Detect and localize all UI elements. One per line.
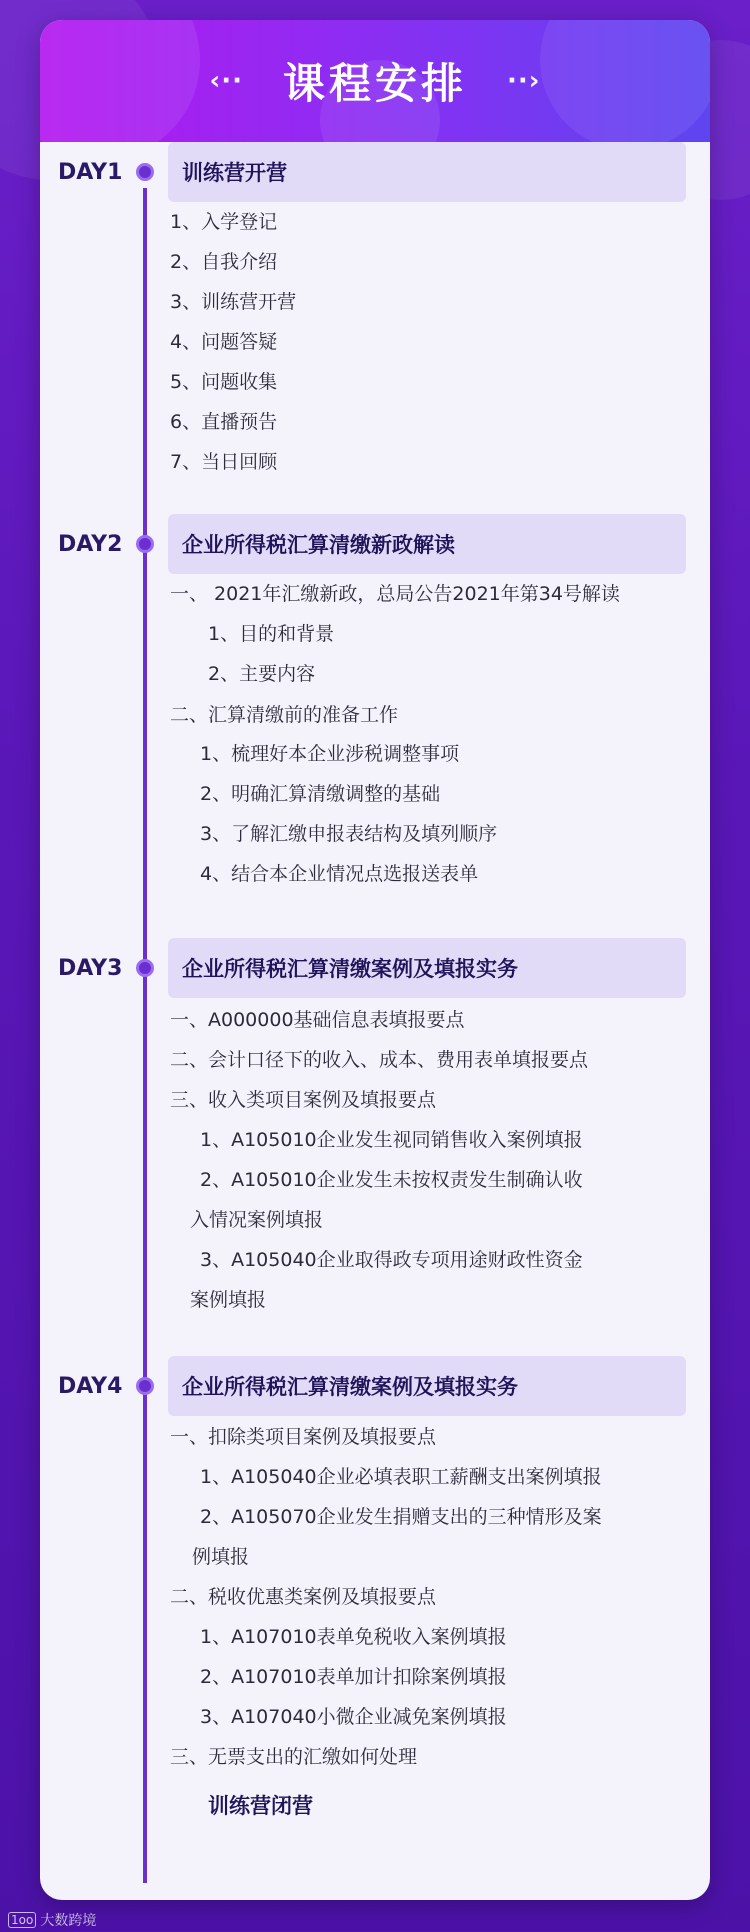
watermark-logo-icon: 1oo xyxy=(8,1912,36,1928)
timeline-dot xyxy=(136,163,154,181)
list-item: 2、A105010企业发生未按权责发生制确认收 xyxy=(200,1169,583,1191)
list-item: 5、问题收集 xyxy=(170,371,278,393)
list-item: 1、A107010表单免税收入案例填报 xyxy=(200,1626,507,1648)
list-item: 2、A105070企业发生捐赠支出的三种情形及案 xyxy=(200,1506,602,1528)
list-item: 2、A107010表单加计扣除案例填报 xyxy=(200,1666,507,1688)
closing-heading: 训练营闭营 xyxy=(208,1794,313,1818)
list-item: 7、当日回顾 xyxy=(170,451,278,473)
list-item: 4、结合本企业情况点选报送表单 xyxy=(200,863,479,885)
timeline-line xyxy=(143,188,147,1883)
list-item: 1、目的和背景 xyxy=(208,623,335,645)
list-item: 案例填报 xyxy=(190,1289,267,1311)
watermark-text: 大数跨境 xyxy=(40,1913,97,1929)
list-item: 4、问题答疑 xyxy=(170,331,278,353)
list-item: 一、A000000基础信息表填报要点 xyxy=(170,1009,465,1031)
schedule-card xyxy=(40,20,710,1900)
list-item: 1、A105040企业必填表职工薪酬支出案例填报 xyxy=(200,1466,602,1488)
header-banner xyxy=(40,20,710,142)
timeline-dot xyxy=(136,535,154,553)
day-heading: 训练营开营 xyxy=(168,142,686,202)
day-label: DAY3 xyxy=(58,956,123,981)
list-item: 2、明确汇算清缴调整的基础 xyxy=(200,783,441,805)
right-chevron-icon: ··› xyxy=(507,66,541,96)
list-item: 3、了解汇缴申报表结构及填列顺序 xyxy=(200,823,498,845)
header-title-row xyxy=(40,20,710,142)
list-item: 2、自我介绍 xyxy=(170,251,278,273)
list-item: 入情况案例填报 xyxy=(190,1209,324,1231)
list-item: 2、主要内容 xyxy=(208,663,316,685)
timeline-dot xyxy=(136,1377,154,1395)
day-label: DAY2 xyxy=(58,532,123,557)
list-item: 1、入学登记 xyxy=(170,211,278,233)
watermark xyxy=(8,1910,96,1930)
list-item: 二、会计口径下的收入、成本、费用表单填报要点 xyxy=(170,1049,589,1071)
day-label: DAY4 xyxy=(58,1374,123,1399)
list-item: 1、梳理好本企业涉税调整事项 xyxy=(200,743,460,765)
list-item: 例填报 xyxy=(192,1546,250,1568)
timeline-dot xyxy=(136,959,154,977)
list-item: 3、A107040小微企业减免案例填报 xyxy=(200,1706,507,1728)
day-heading: 企业所得税汇算清缴案例及填报实务 xyxy=(168,1356,686,1416)
page-title: 课程安排 xyxy=(282,59,467,108)
list-item: 1、A105010企业发生视同销售收入案例填报 xyxy=(200,1129,583,1151)
list-item: 3、A105040企业取得政专项用途财政性资金 xyxy=(200,1249,583,1271)
list-item: 三、收入类项目案例及填报要点 xyxy=(170,1089,437,1111)
list-item: 6、直播预告 xyxy=(170,411,278,433)
list-item: 二、汇算清缴前的准备工作 xyxy=(170,704,399,726)
list-item: 二、税收优惠类案例及填报要点 xyxy=(170,1586,437,1608)
list-item: 3、训练营开营 xyxy=(170,291,297,313)
list-item: 一、 2021年汇缴新政，总局公告2021年第34号解读 xyxy=(170,583,620,605)
day-heading: 企业所得税汇算清缴案例及填报实务 xyxy=(168,938,686,998)
list-item: 三、无票支出的汇缴如何处理 xyxy=(170,1746,418,1768)
list-item: 一、扣除类项目案例及填报要点 xyxy=(170,1426,437,1448)
left-chevron-icon: ‹·· xyxy=(209,66,243,96)
day-label: DAY1 xyxy=(58,160,123,185)
day-heading: 企业所得税汇算清缴新政解读 xyxy=(168,514,686,574)
